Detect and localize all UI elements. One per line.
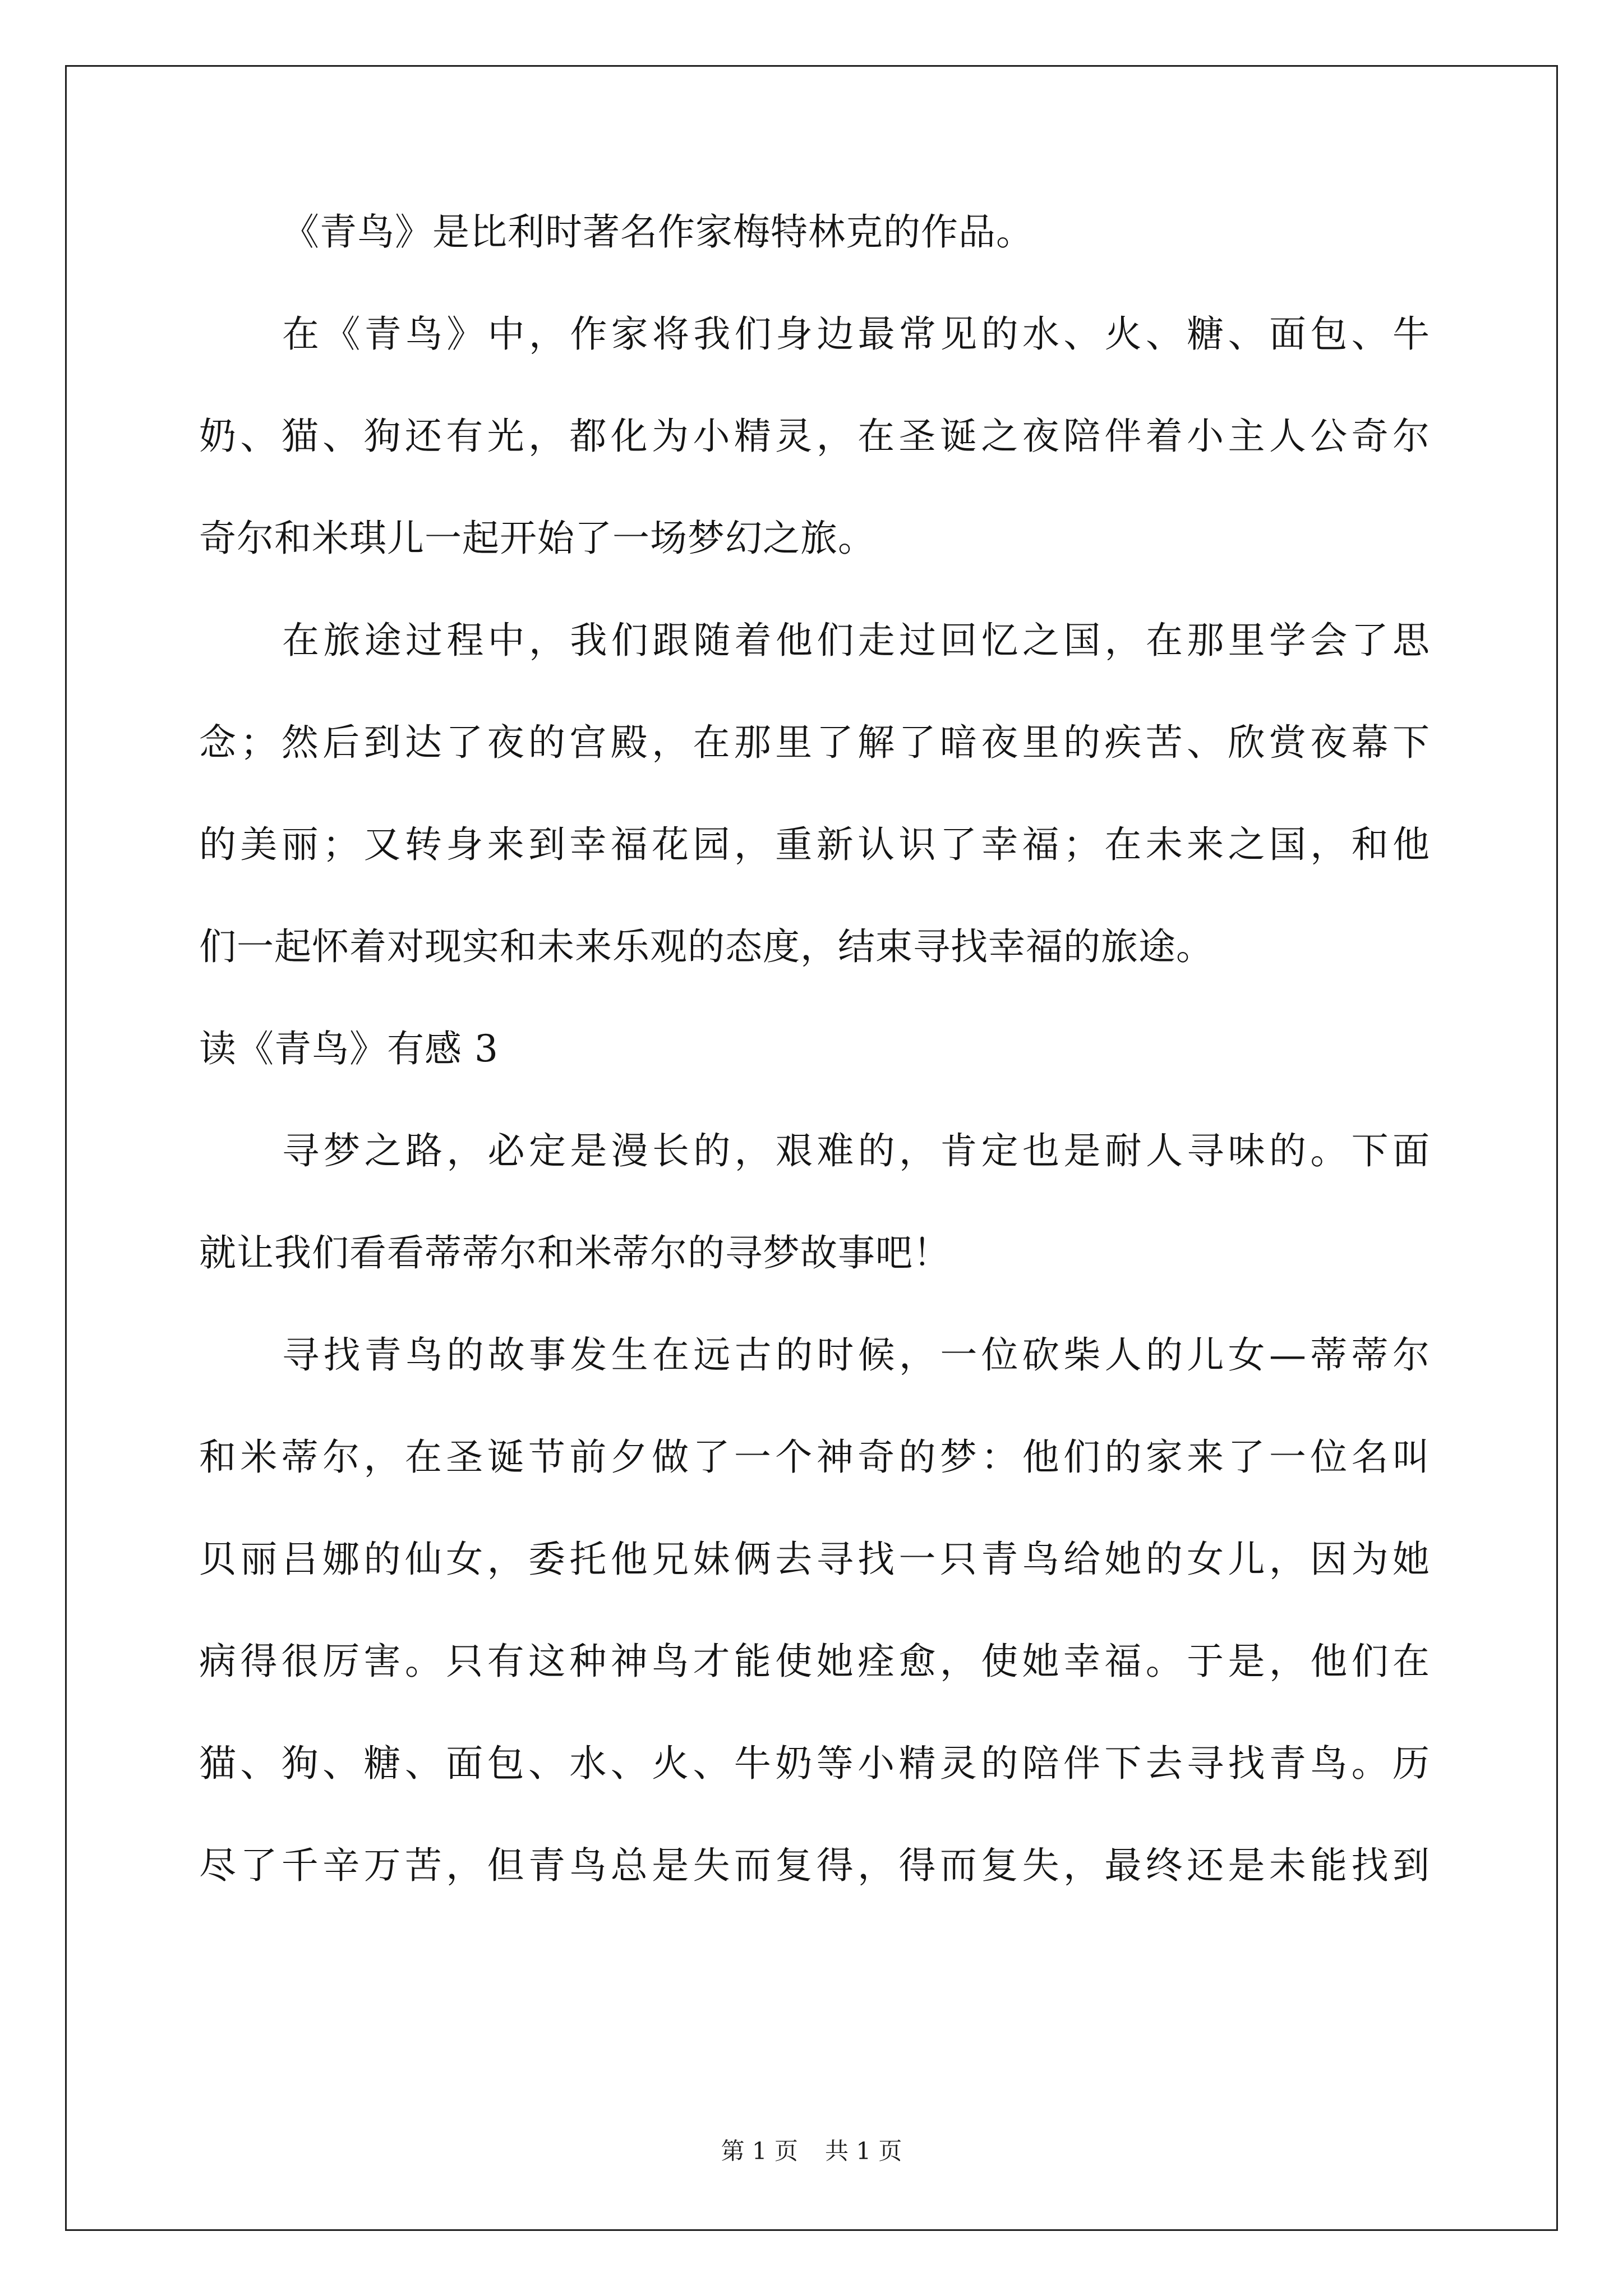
page-number-current: 第 1 页 xyxy=(721,2137,798,2165)
paragraph-line: 病得很厉害。只有这种神鸟才能使她痊愈，使她幸福。于是，他们在 xyxy=(199,1640,1430,1683)
paragraph-line: 的美丽；又转身来到幸福花园，重新认识了幸福；在未来之国，和他 xyxy=(199,823,1430,866)
section-heading: 读《青鸟》有感 3 xyxy=(199,1027,499,1070)
paragraph-line: 贝丽吕娜的仙女，委托他兄妹俩去寻找一只青鸟给她的女儿，因为她 xyxy=(199,1538,1430,1581)
document-body xyxy=(199,210,1430,1945)
paragraph-line: 奇尔和米琪儿一起开始了一场梦幻之旅。 xyxy=(199,517,875,560)
page-footer xyxy=(0,2137,1623,2165)
paragraph-line: 寻找青鸟的故事发生在远古的时候，一位砍柴人的儿女—蒂蒂尔 xyxy=(282,1333,1430,1377)
paragraph-line: 寻梦之路，必定是漫长的，艰难的，肯定也是耐人寻味的。下面 xyxy=(282,1129,1430,1172)
paragraph-line: 们一起怀着对现实和未来乐观的态度，结束寻找幸福的旅途。 xyxy=(199,925,1214,968)
paragraph-line: 《青鸟》是比利时著名作家梅特林克的作品。 xyxy=(282,210,1034,254)
paragraph-line: 在旅途过程中，我们跟随着他们走过回忆之国，在那里学会了思 xyxy=(282,619,1430,662)
paragraph-line: 奶、猫、狗还有光，都化为小精灵，在圣诞之夜陪伴着小主人公奇尔 xyxy=(199,415,1430,458)
paragraph-line: 念；然后到达了夜的宫殿，在那里了解了暗夜里的疾苦、欣赏夜幕下 xyxy=(199,721,1430,764)
paragraph-line: 在《青鸟》中，作家将我们身边最常见的水、火、糖、面包、牛 xyxy=(282,312,1430,356)
page-number-total: 共 1 页 xyxy=(825,2137,902,2165)
paragraph-line: 尽了千辛万苦，但青鸟总是失而复得，得而复失，最终还是未能找到 xyxy=(199,1844,1430,1887)
paragraph-line: 就让我们看看蒂蒂尔和米蒂尔的寻梦故事吧！ xyxy=(199,1231,951,1274)
paragraph-line: 猫、狗、糖、面包、水、火、牛奶等小精灵的陪伴下去寻找青鸟。历 xyxy=(199,1742,1430,1785)
paragraph-line: 和米蒂尔，在圣诞节前夕做了一个神奇的梦：他们的家来了一位名叫 xyxy=(199,1435,1430,1479)
